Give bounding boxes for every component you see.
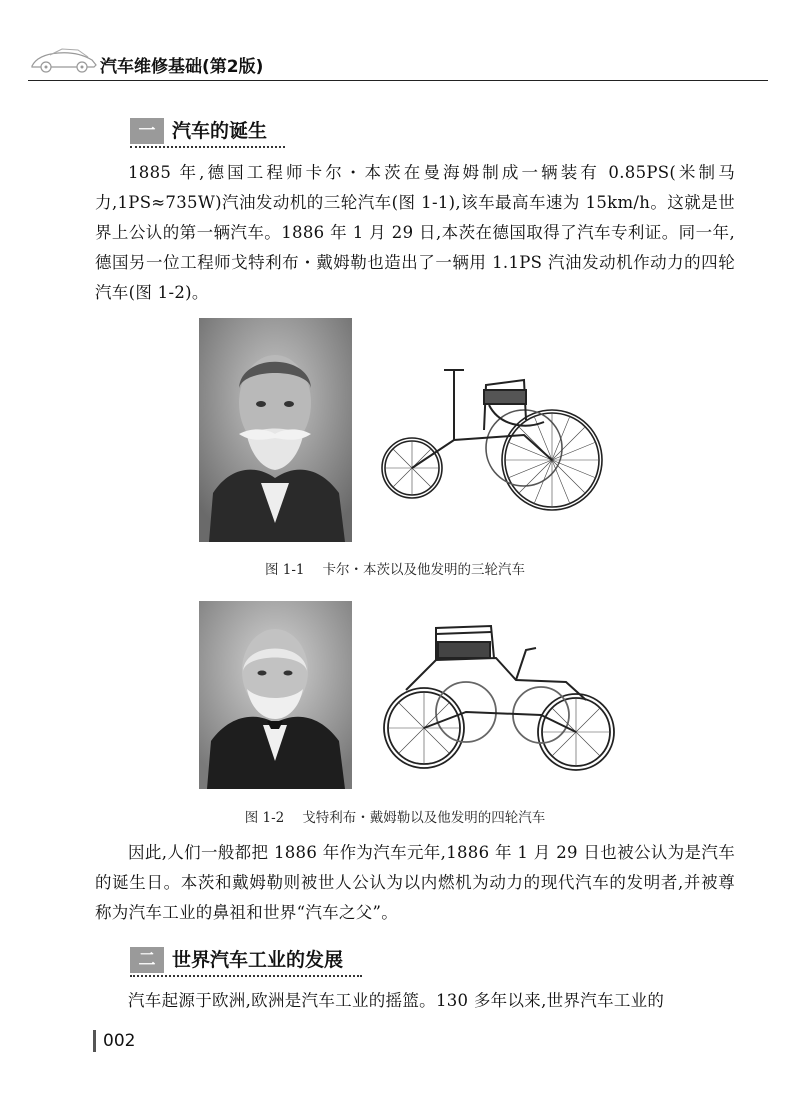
portrait-photo-benz [199, 318, 352, 542]
page-number: 002 [103, 1031, 136, 1051]
header-rule [28, 80, 768, 81]
figure-caption-text: 卡尔・本茨以及他发明的三轮汽车 [322, 562, 526, 578]
section-number-badge: 一 [130, 118, 164, 144]
page-number-bar [93, 1030, 96, 1052]
car-logo-icon [28, 44, 100, 74]
running-header [28, 44, 768, 84]
section-underline [130, 975, 362, 977]
portrait-benz-illustration [199, 318, 352, 542]
paragraph-3: 汽车起源于欧洲,欧洲是汽车工业的摇篮。130 多年以来,世界汽车工业的 [128, 991, 665, 1010]
section-number-badge: 二 [130, 947, 164, 973]
portrait-daimler-illustration [199, 601, 352, 789]
figure-number: 图 1-1 [264, 562, 305, 578]
figure-caption-1-1 [0, 558, 790, 578]
portrait-photo-daimler [199, 601, 352, 789]
daimler-four-wheeler-illustration [376, 620, 626, 780]
figure-caption-1-2 [0, 806, 790, 826]
benz-three-wheeler-illustration [374, 350, 619, 515]
paragraph-1: 1885 年,德国工程师卡尔・本茨在曼海姆制成一辆装有 0.85PS(米制马力,1PS≈735W)汽油发动机的三轮汽车(图 1-1),该车最高车速为 15km/h。这就是世界上公认的第一辆汽车。1886 年 1 月 29 日,本茨在德国取得了汽车专利证。同一年,德国另一位工程师戈特利布・戴姆勒也造出了一辆用 1.1PS 汽油发动机作动力的四轮汽车(图 1-2)。 [95, 163, 735, 302]
section-title: 汽车的诞生 [172, 120, 268, 142]
section-title: 世界汽车工业的发展 [172, 949, 344, 971]
figure-caption-text: 戈特利布・戴姆勒以及他发明的四轮汽车 [302, 810, 546, 826]
book-title: 汽车维修基础(第2版) [100, 57, 264, 77]
figure-number: 图 1-2 [244, 810, 285, 826]
paragraph-2: 因此,人们一般都把 1886 年作为汽车元年,1886 年 1 月 29 日也被公认为是汽车的诞生日。本茨和戴姆勒则被世人公认为以内燃机为动力的现代汽车的发明者,并被尊称为汽车工业的鼻祖和世界“汽车之父”。 [95, 843, 735, 922]
section-underline [130, 146, 285, 148]
